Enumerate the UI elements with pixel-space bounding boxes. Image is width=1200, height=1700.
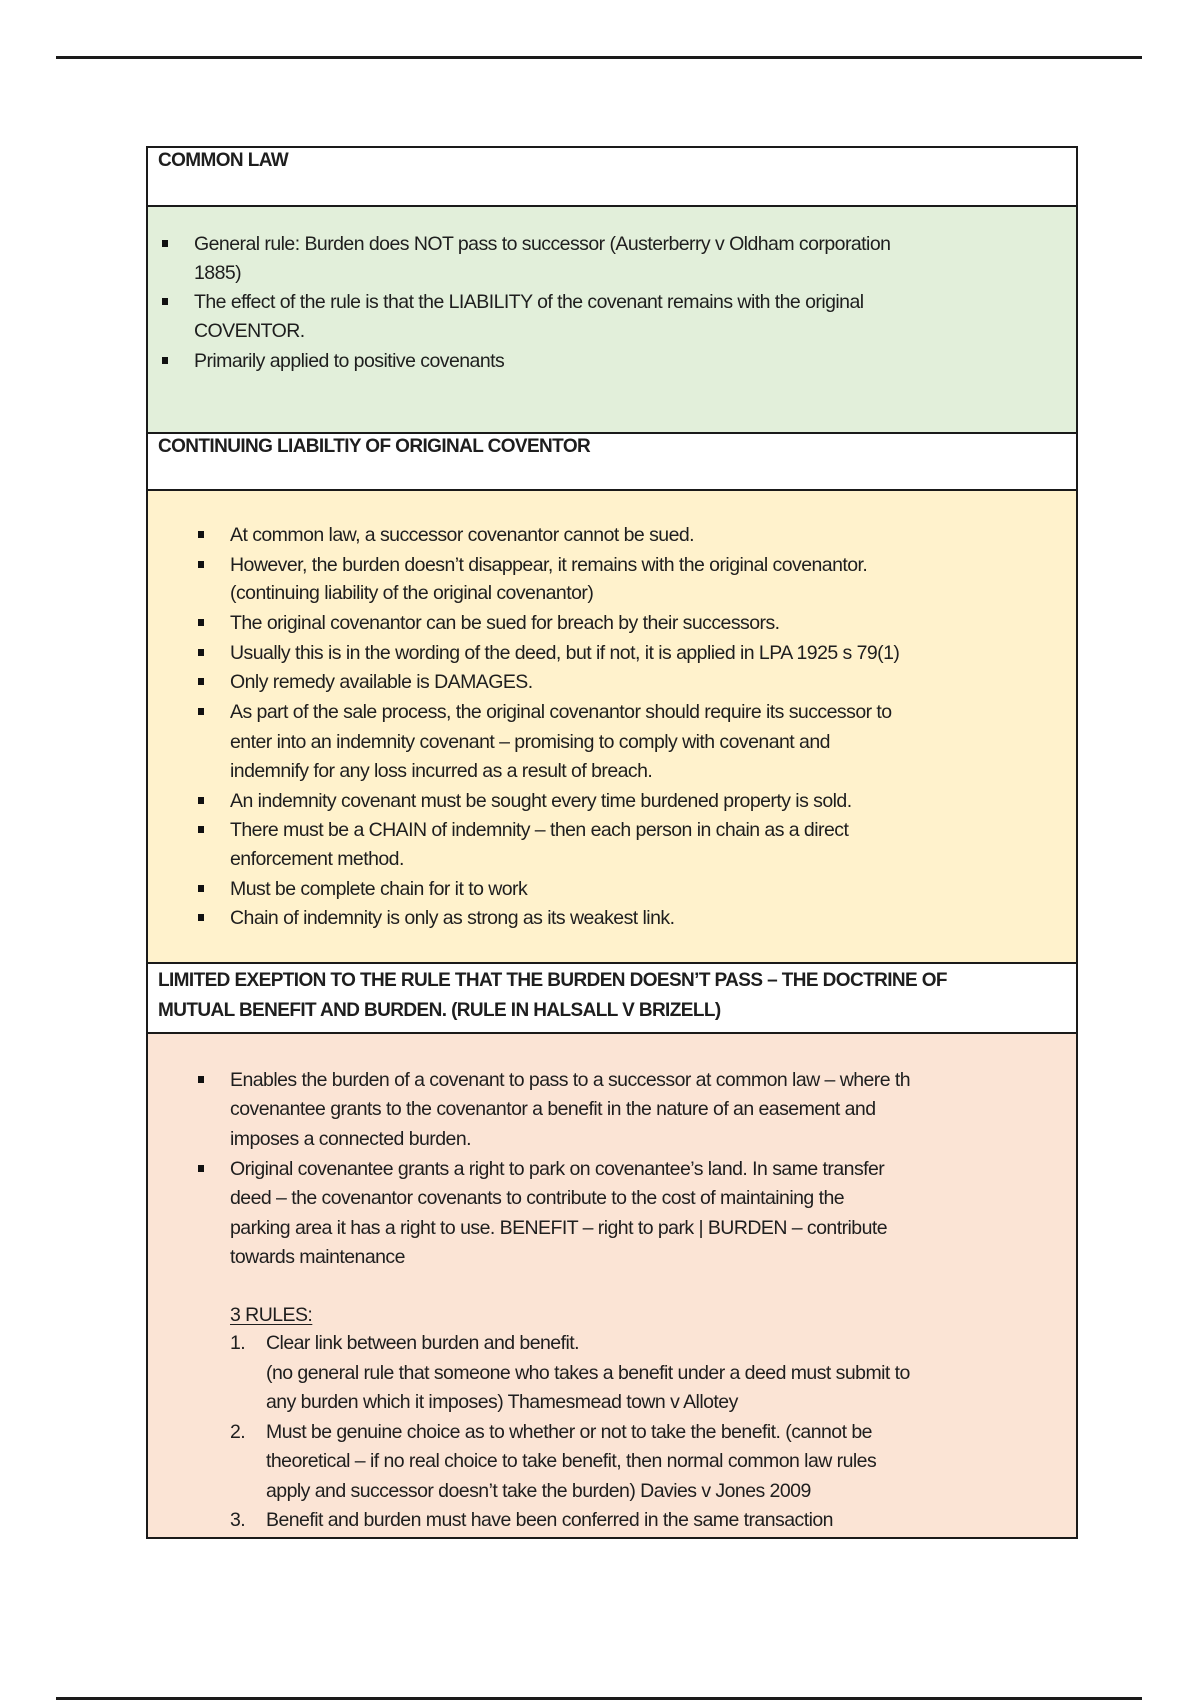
notes-table [146,146,1078,1539]
rule-text: Must be genuine choice as to whether or not to take the benefit. (cannot be [266,1421,872,1443]
bullet-icon [198,914,204,921]
list-item-text: The effect of the rule is that the LIABILITY of the covenant remains with the original [194,291,864,313]
list-item-text: Original covenantee grants a right to park on covenantee’s land. In same transfer [230,1158,885,1180]
list-item-text: covenantee grants to the covenantor a benefit in the nature of an easement and [230,1098,876,1120]
list-item-text: At common law, a successor covenantor cannot be sued. [230,524,695,546]
list-item-text: There must be a CHAIN of indemnity – then each person in chain as a direct [230,819,849,841]
rule-text: Benefit and burden must have been conferred in the same transaction [266,1509,833,1531]
section-title: COMMON LAW [158,150,289,171]
rules-heading: 3 RULES: [230,1304,313,1326]
bullet-icon [198,708,204,715]
list-item-text: As part of the sale process, the original covenantor should require its successor to [230,701,892,723]
section-body-continuing-liability [148,491,1076,964]
bullet-icon [162,357,168,364]
list-item-text: Enables the burden of a covenant to pass to a successor at common law – where th [230,1069,911,1091]
rule-number: 1. [230,1332,246,1354]
bullet-icon [198,649,204,656]
list-item-text: parking area it has a right to use. BENEFIT – right to park | BURDEN – contribute [230,1217,888,1239]
bullet-icon [198,797,204,804]
rule-text: Clear link between burden and benefit. [266,1332,579,1354]
bullet-icon [198,561,204,568]
list-item-text: Chain of indemnity is only as strong as its weakest link. [230,907,675,929]
list-item-text: imposes a connected burden. [230,1128,471,1150]
list-item-text: 1885) [194,262,242,284]
list-item-text: General rule: Burden does NOT pass to successor (Austerberry v Oldham corporation [194,233,891,255]
header-rule [56,56,1142,59]
section-title: LIMITED EXEPTION TO THE RULE THAT THE BURDEN DOESN’T PASS – THE DOCTRINE OF [158,970,947,991]
rule-number: 2. [230,1421,246,1443]
bullet-icon [198,1076,204,1083]
rule-text: apply and successor doesn’t take the burden) Davies v Jones 2009 [266,1480,811,1502]
list-item-text: COVENTOR. [194,320,305,342]
bullet-icon [198,619,204,626]
list-item-text: Only remedy available is DAMAGES. [230,671,533,693]
section-title: MUTUAL BENEFIT AND BURDEN. (RULE IN HALSALL V BRIZELL) [158,1000,721,1021]
section-title: CONTINUING LIABILTIY OF ORIGINAL COVENTOR [158,436,591,457]
bullet-icon [198,531,204,538]
list-item-text: enter into an indemnity covenant – promising to comply with covenant and [230,731,830,753]
section-body-common-law [148,207,1076,434]
rule-text: any burden which it imposes) Thamesmead town v Allotey [266,1391,738,1413]
list-item-text: towards maintenance [230,1246,405,1268]
list-item-text: Must be complete chain for it to work [230,878,528,900]
list-item-text: deed – the covenantor covenants to contribute to the cost of maintaining the [230,1187,845,1209]
bullet-icon [162,240,168,247]
list-item-text: enforcement method. [230,848,404,870]
bullet-icon [162,298,168,305]
section-header-mutual-benefit-burden [148,964,1076,1034]
section-header-common-law [148,148,1076,207]
list-item-text: The original covenantor can be sued for breach by their successors. [230,612,780,634]
bullet-icon [198,885,204,892]
list-item-text: (continuing liability of the original covenantor) [230,582,594,604]
list-item-text: However, the burden doesn’t disappear, it remains with the original covenantor. [230,554,868,576]
rule-text: (no general rule that someone who takes a benefit under a deed must submit to [266,1362,910,1384]
list-item-text: An indemnity covenant must be sought every time burdened property is sold. [230,790,852,812]
bullet-icon [198,826,204,833]
rule-number: 3. [230,1509,246,1531]
list-item-text: Primarily applied to positive covenants [194,350,505,372]
list-item-text: Usually this is in the wording of the deed, but if not, it is applied in LPA 1925 s 79(1) [230,642,900,664]
section-header-continuing-liability [148,434,1076,491]
list-item-text: indemnify for any loss incurred as a result of breach. [230,760,653,782]
bullet-icon [198,1165,204,1172]
rule-text: theoretical – if no real choice to take benefit, then normal common law rules [266,1450,877,1472]
bullet-icon [198,678,204,685]
section-body-mutual-benefit-burden [148,1034,1076,1537]
